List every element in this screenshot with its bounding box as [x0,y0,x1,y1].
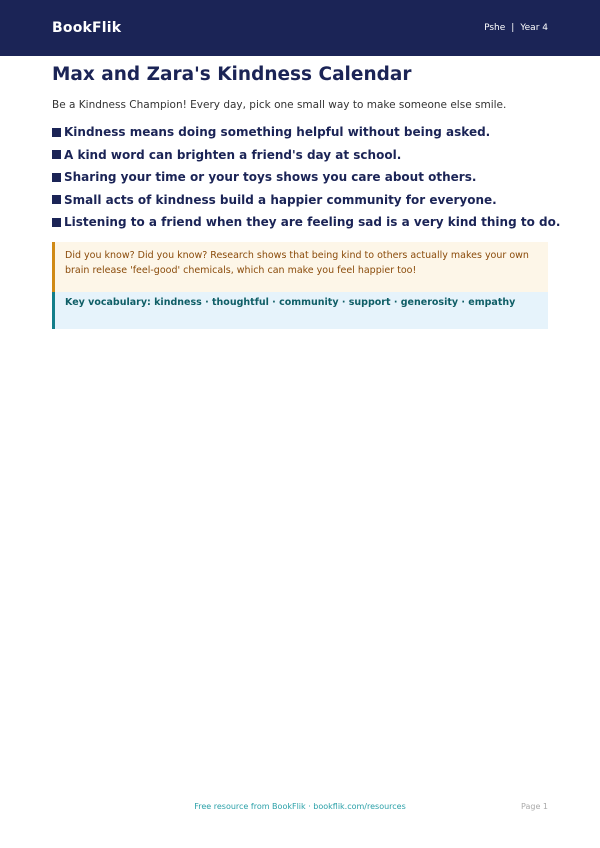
square-bullet-icon [52,173,61,182]
point-text: Sharing your time or your toys shows you care about others. [64,170,477,185]
list-item [52,121,560,144]
point-text: A kind word can brighten a friend's day at school. [64,147,402,162]
key-points-list [52,121,560,234]
intro-text: Be a Kindness Champion! Every day, pick one small way to make someone else smile. [52,99,507,111]
list-item [52,211,560,234]
did-you-know-callout: Did you know? Did you know? Research shows that being kind to others actually makes your own brain release 'feel-good' chemicals, which can make you feel happier too! [52,242,548,292]
page-title: Max and Zara's Kindness Calendar [52,64,412,85]
page-header [0,0,600,56]
meta-separator: | [511,23,515,33]
square-bullet-icon [52,195,61,204]
list-item [52,144,560,167]
header-meta [484,23,548,33]
list-item [52,166,560,189]
page-number: Page 1 [521,802,548,811]
square-bullet-icon [52,128,61,137]
square-bullet-icon [52,150,61,159]
point-text: Listening to a friend when they are feeling sad is a very kind thing to do. [64,215,561,230]
point-text: Kindness means doing something helpful without being asked. [64,125,491,140]
list-item [52,189,560,212]
brand-logo[interactable]: BookFlik [52,20,122,36]
square-bullet-icon [52,218,61,227]
year-label: Year 4 [520,23,548,33]
point-text: Small acts of kindness build a happier community for everyone. [64,192,497,207]
footer-resource-link[interactable]: Free resource from BookFlik · bookflik.com/resources [194,802,406,811]
subject-label: Pshe [484,23,506,33]
key-vocabulary-box: Key vocabulary: kindness · thoughtful · community · support · generosity · empathy [52,292,548,329]
